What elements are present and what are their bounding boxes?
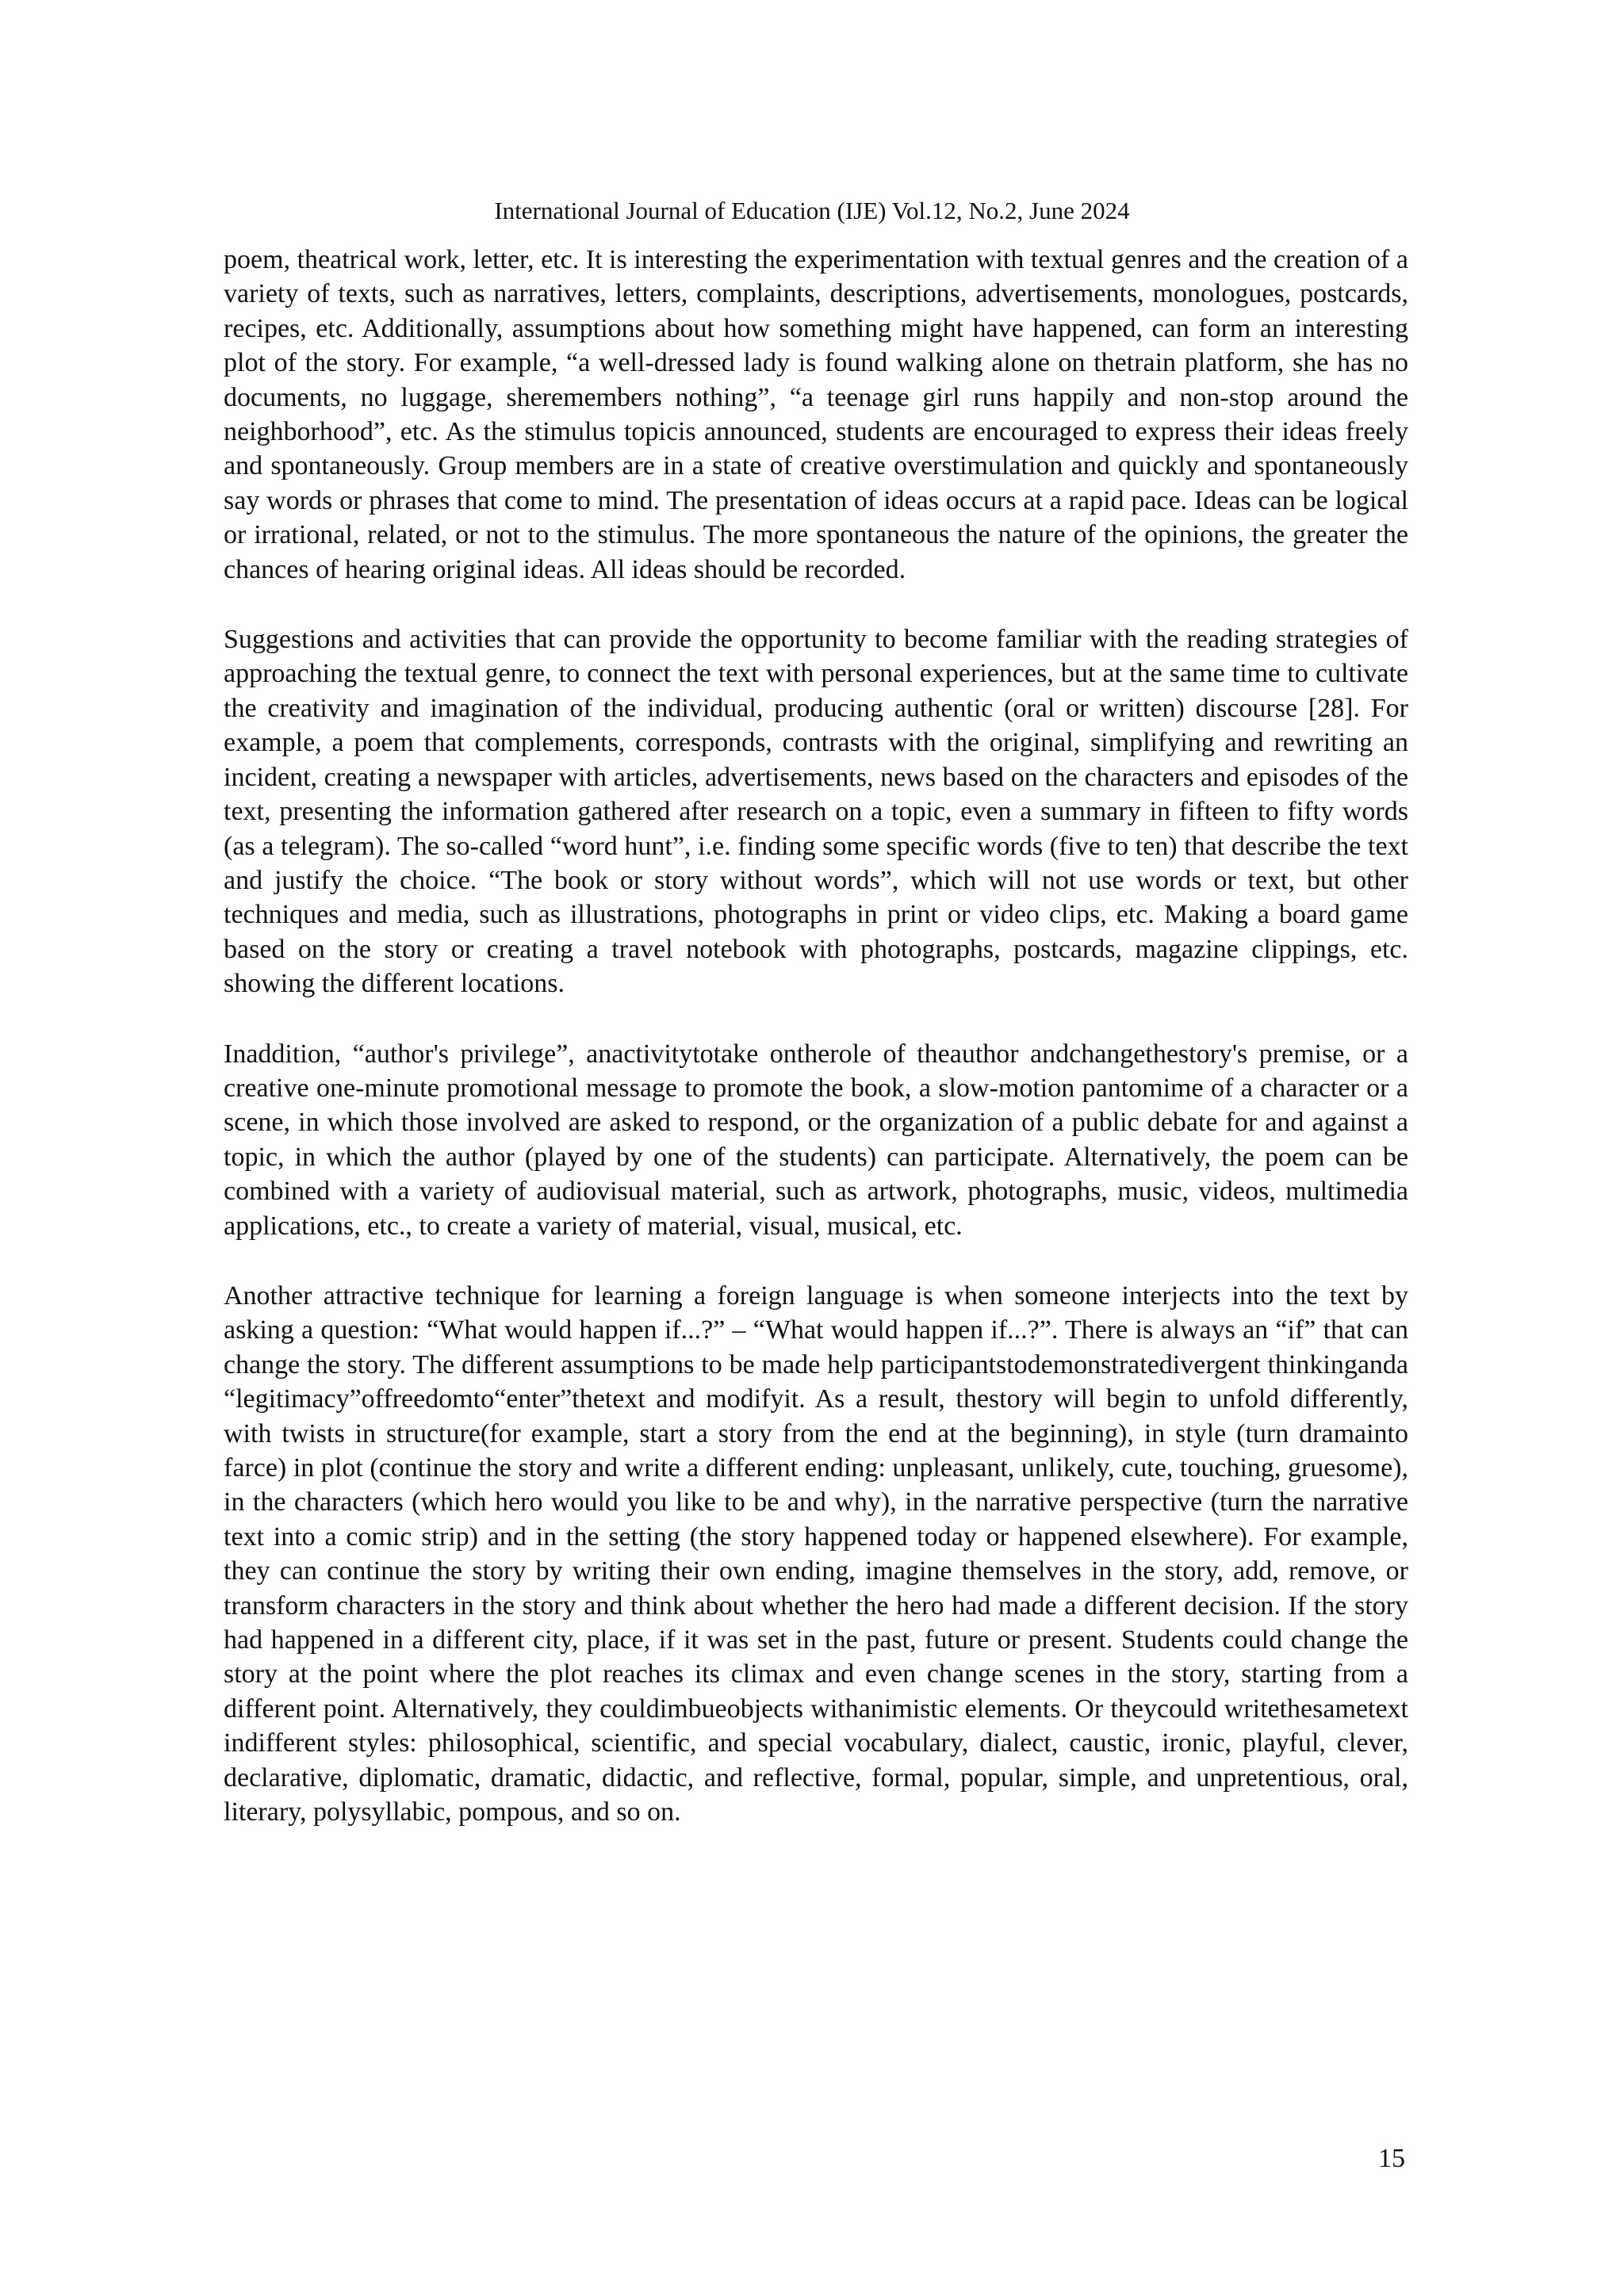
- running-header: International Journal of Education (IJE) Vol.12, No.2, June 2024: [494, 197, 1130, 224]
- article-body: [224, 243, 1408, 1865]
- paragraph-what-would-happen-if: Another attractive technique for learning a foreign language is when someone interjects into the text by asking a question: “What would happen if...?” – “What would happen if...?”. There is always an “if” that can change the story. The different assumptions to be made help participantstodemonstratedivergent thinkinganda “legitimacy”offreedomto“enter”thetext and modifyit. As a result, thestory will begin to unfold differently, with twists in structure(for example, start a story from the end at the beginning), in style (turn dramainto farce) in plot (continue the story and write a different ending: unpleasant, unlikely, cute, touching, gruesome), in the characters (which hero would you like to be and why), in the narrative perspective (turn the narrative text into a comic strip) and in the setting (the story happened today or happened elsewhere). For example, they can continue the story by writing their own ending, imagine themselves in the story, add, remove, or transform characters in the story and think about whether the hero had made a different decision. If the story had happened in a different city, place, if it was set in the past, future or present. Students could change the story at the point where the plot reaches its climax and even change scenes in the story, starting from a different point. Alternatively, they couldimbueobjects withanimistic elements. Or theycould writethesametext indifferent styles: philosophical, scientific, and special vocabulary, dialect, caustic, ironic, playful, clever, declarative, diplomatic, dramatic, didactic, and reflective, formal, popular, simple, and unpretentious, oral, literary, polysyllabic, pompous, and so on.: [224, 1280, 1408, 1827]
- page-number: 15: [1378, 2144, 1405, 2173]
- paragraph-author-privilege: Inaddition, “author's privilege”, anactivitytotake ontherole of theauthor andchangethestory's premise, or a creative one-minute promotional message to promote the book, a slow-motion pantomime of a character or a scene, in which those involved are asked to respond, or the organization of a public debate for and against a topic, in which the author (played by one of the students) can participate. Alternatively, the poem can be combined with a variety of audiovisual material, such as artwork, photographs, music, videos, multimedia applications, etc., to create a variety of material, visual, musical, etc.: [224, 1039, 1408, 1241]
- paragraph-textual-genres: poem, theatrical work, letter, etc. It is interesting the experimentation with textual genres and the creation of a variety of texts, such as narratives, letters, complaints, descriptions, advertisements, monologues, postcards, recipes, etc. Additionally, assumptions about how something might have happened, can form an interesting plot of the story. For example, “a well-dressed lady is found walking alone on thetrain platform, she has no documents, no luggage, sheremembers nothing”, “a teenage girl runs happily and non-stop around the neighborhood”, etc. As the stimulus topicis announced, students are encouraged to express their ideas freely and spontaneously. Group members are in a state of creative overstimulation and quickly and spontaneously say words or phrases that come to mind. The presentation of ideas occurs at a rapid pace. Ideas can be logical or irrational, related, or not to the stimulus. The more spontaneous the nature of the opinions, the greater the chances of hearing original ideas. All ideas should be recorded.: [224, 245, 1408, 584]
- paragraph-reading-strategies: Suggestions and activities that can provide the opportunity to become familiar with the reading strategies of approaching the textual genre, to connect the text with personal experiences, but at the same time to cultivate the creativity and imagination of the individual, producing authentic (oral or written) discourse [28]. For example, a poem that complements, corresponds, contrasts with the original, simplifying and rewriting an incident, creating a newspaper with articles, advertisements, news based on the characters and episodes of the text, presenting the information gathered after research on a topic, even a summary in fifteen to fifty words (as a telegram). The so-called “word hunt”, i.e. finding some specific words (five to ten) that describe the text and justify the choice. “The book or story without words”, which will not use words or text, but other techniques and media, such as illustrations, photographs in print or video clips, etc. Making a board game based on the story or creating a travel notebook with photographs, postcards, magazine clippings, etc. showing the different locations.: [224, 625, 1408, 999]
